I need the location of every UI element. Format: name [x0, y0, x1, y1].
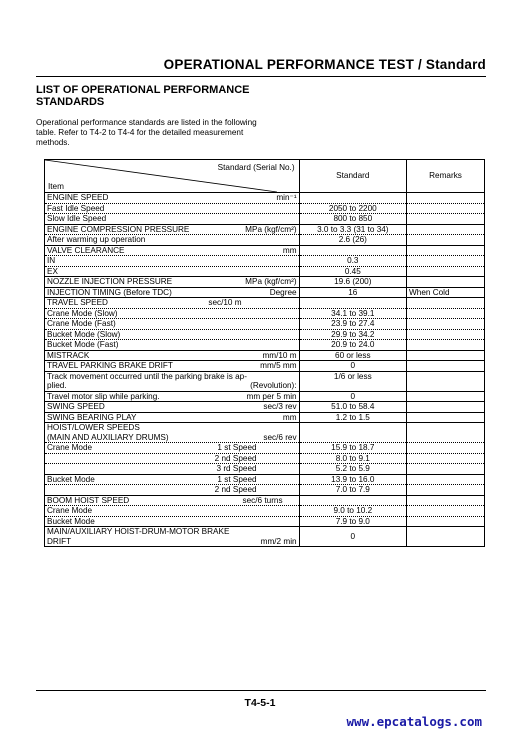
row-unit: mm/10 m — [262, 350, 297, 360]
page-title: OPERATIONAL PERFORMANCE TEST / Standard — [163, 57, 486, 72]
header-item: Item — [48, 182, 64, 191]
row-label: Travel motor slip while parking. — [47, 391, 160, 401]
table-row — [45, 298, 485, 309]
row-label: Slow Idle Speed — [45, 214, 300, 225]
row-label: 1 st Speed — [217, 474, 257, 484]
row-value: 0 — [299, 361, 406, 372]
header-standard-serial: Standard (Serial No.) — [217, 163, 295, 172]
row-unit: (Revolution): — [250, 381, 297, 390]
footer-rule — [36, 690, 486, 691]
row-unit: sec/3 rev — [263, 402, 297, 411]
row-unit: mm/5 mm — [260, 361, 297, 370]
header-remarks: Remarks — [407, 160, 485, 193]
row-value: 20.9 to 24.0 — [299, 340, 406, 351]
table-row — [45, 361, 485, 372]
table-row — [45, 319, 485, 330]
row-label: After warming up operation — [45, 235, 300, 246]
table-row — [45, 402, 485, 413]
row-value: 19.6 (200) — [299, 277, 406, 288]
table-row — [45, 203, 485, 214]
row-label: ENGINE SPEED — [47, 193, 109, 202]
row-unit: mm/2 min — [260, 536, 297, 546]
table-row — [45, 245, 485, 256]
table-row — [45, 329, 485, 340]
row-label-line1: MAIN/AUXILIARY HOIST-DRUM-MOTOR BRAKE — [47, 527, 230, 536]
table-row — [45, 474, 485, 485]
row-label-line2: DRIFT — [47, 536, 72, 546]
row-value: 0.3 — [299, 256, 406, 267]
row-value: 1/6 or less — [299, 371, 406, 391]
row-label: ENGINE COMPRESSION PRESSURE — [47, 224, 190, 234]
row-value: 29.9 to 34.2 — [299, 329, 406, 340]
row-label: NOZZLE INJECTION PRESSURE — [47, 277, 173, 286]
table-row — [45, 277, 485, 288]
row-label: 1 st Speed — [217, 443, 257, 452]
table-row — [45, 308, 485, 319]
header-item-cell — [45, 160, 300, 193]
row-label: 2 nd Speed — [45, 453, 300, 464]
row-unit: sec/6 rev — [263, 432, 297, 442]
row-label: INJECTION TIMING (Before TDC) — [47, 287, 172, 297]
row-label: 2 nd Speed — [45, 485, 300, 496]
table-row — [45, 423, 485, 443]
row-unit: sec/10 m — [208, 298, 242, 307]
table-row — [45, 464, 485, 475]
table-row — [45, 193, 485, 204]
table-row — [45, 340, 485, 351]
row-label-line2: (MAIN AND AUXILIARY DRUMS) — [47, 432, 169, 442]
row-label: TRAVEL SPEED — [47, 298, 108, 307]
row-label-line2: plied. — [47, 381, 67, 390]
row-label: IN — [45, 256, 300, 267]
row-label: SWING BEARING PLAY — [47, 412, 137, 422]
row-label-line1: Track movement occurred until the parking brake is ap- — [47, 371, 247, 381]
row-unit: mm — [282, 412, 297, 422]
row-value: 0 — [299, 527, 406, 547]
table-row — [45, 256, 485, 267]
row-label: Fast Idle Speed — [45, 203, 300, 214]
row-unit: mm per 5 min — [246, 391, 297, 401]
table-header-row — [45, 160, 485, 193]
row-unit: mm — [282, 245, 297, 255]
table-row — [45, 412, 485, 423]
intro-text: Operational performance standards are listed in the following table. Refer to T4-2 to T4-4 for the detailed measurement methods. — [36, 118, 257, 147]
table-row — [45, 485, 485, 496]
row-value: 7.0 to 7.9 — [299, 485, 406, 496]
row-value: 51.0 to 58.4 — [299, 402, 406, 413]
row-label: BOOM HOIST SPEED — [47, 495, 130, 505]
row-value: 0 — [299, 391, 406, 402]
row-label: Bucket Mode (Slow) — [45, 329, 300, 340]
row-label: Bucket Mode (Fast) — [45, 340, 300, 351]
row-value: 8.0 to 9.1 — [299, 453, 406, 464]
row-label: EX — [45, 266, 300, 277]
table-row — [45, 506, 485, 517]
table-row — [45, 350, 485, 361]
row-value: 1.2 to 1.5 — [299, 412, 406, 423]
page-header — [36, 56, 486, 77]
table-row — [45, 443, 485, 454]
row-group-label: Bucket Mode — [47, 474, 95, 484]
row-label: TRAVEL PARKING BRAKE DRIFT — [47, 361, 173, 370]
row-value: 800 to 850 — [299, 214, 406, 225]
row-label: MISTRACK — [47, 350, 90, 360]
row-unit: MPa (kgf/cm²) — [245, 277, 297, 286]
table-row — [45, 516, 485, 527]
row-value: 0.45 — [299, 266, 406, 277]
row-value: 15.9 to 18.7 — [299, 443, 406, 454]
table-row — [45, 371, 485, 391]
table-row — [45, 235, 485, 246]
row-value: 2050 to 2200 — [299, 203, 406, 214]
row-label: Crane Mode (Fast) — [45, 319, 300, 330]
table-row — [45, 391, 485, 402]
table-row — [45, 453, 485, 464]
row-unit: Degree — [269, 287, 297, 297]
row-label: 3 rd Speed — [45, 464, 300, 475]
row-label: Bucket Mode — [45, 516, 300, 527]
table-row — [45, 224, 485, 235]
row-value: 5.2 to 5.9 — [299, 464, 406, 475]
row-value: 2.6 (26) — [299, 235, 406, 246]
row-unit: min⁻¹ — [276, 193, 297, 202]
row-label: SWING SPEED — [47, 402, 105, 411]
row-value: 13.9 to 16.0 — [299, 474, 406, 485]
row-unit: sec/6 turns — [242, 495, 283, 505]
header-standard: Standard — [299, 160, 406, 193]
row-remark: When Cold — [407, 287, 485, 298]
row-group-label: Crane Mode — [47, 443, 93, 452]
row-label: VALVE CLEARANCE — [47, 245, 125, 255]
row-unit: MPa (kgf/cm²) — [245, 224, 297, 234]
row-label-line1: HOIST/LOWER SPEEDS — [47, 423, 140, 432]
row-value: 9.0 to 10.2 — [299, 506, 406, 517]
table-row — [45, 495, 485, 506]
row-label: Crane Mode (Slow) — [45, 308, 300, 319]
standards-table — [44, 159, 485, 547]
table-row — [45, 266, 485, 277]
page-number: T4-5-1 — [244, 697, 276, 709]
row-value: 7.9 to 9.0 — [299, 516, 406, 527]
row-value: 34.1 to 39.1 — [299, 308, 406, 319]
table-row — [45, 214, 485, 225]
row-label: Crane Mode — [45, 506, 300, 517]
table-row — [45, 527, 485, 547]
watermark: www.epcatalogs.com — [346, 714, 482, 729]
row-value: 23.9 to 27.4 — [299, 319, 406, 330]
row-value: 16 — [299, 287, 406, 298]
row-value: 60 or less — [299, 350, 406, 361]
table-row — [45, 287, 485, 298]
section-title: LIST OF OPERATIONAL PERFORMANCE STANDARDS — [36, 84, 250, 108]
row-value: 3.0 to 3.3 (31 to 34) — [299, 224, 406, 235]
